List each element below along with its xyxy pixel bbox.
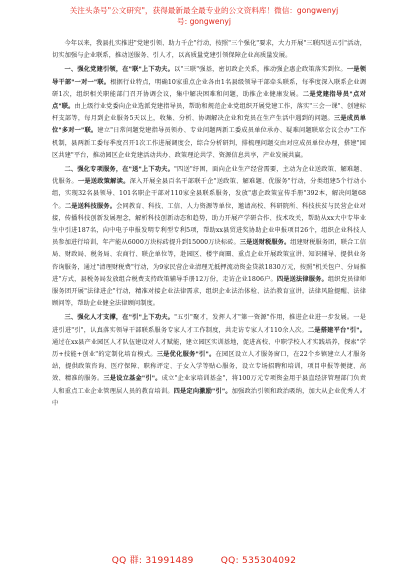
promo-header: [0, 0, 408, 30]
paragraph-section-1: 一、强化党建引领，在"联"上下功夫。以"三联"强基，密切政企关系，推动强企惠企政策落实到位。一是领导干部"一对一"联。根据行业特点，明确10家重点企业各由1名县级领导干部牵头联系，每季度深入联系企业调研1次，组织相关职能部门召开协调会议，集中解决困难和问题，助推企业健康发展。二是党建指导员"点对点"联。由上级行业党委向企业选派党建指导员，帮助和规范企业党组织开展党建工作，落实"三会一课"、创建标杆支部等，每月到企业服务5天以上，收集、分析、协调解决企业和党员在生产生活中遇到的问题。三是成员单位"多对一"联。建立"日常问题党建指导员领办、专业问题两新工委成员单位承办、疑难问题联席会议会办"工作机制，县两新工委每季度召开1次工作进展调度会，综合分析研判，排梳理问题交由对应成员单位办理，搭建"园区共建"平台，推动园区企业党建活动共办、政策理论共学、资源信息共享，产业发展共赢。: [52, 66, 366, 159]
qq-group-text: QQ 群: 31991489: [111, 556, 194, 566]
section-3-heading: 三、强化人才支撑，在"引"上下功夫。: [64, 314, 175, 322]
section-2-heading: 二、强化专项服务，在"送"上下功夫。: [64, 166, 174, 174]
promo-line-2: 号: gongwenyj: [177, 17, 231, 26]
document-body: [52, 38, 366, 412]
contact-footer: [0, 553, 408, 566]
qq-number-text: QQ: 535304092: [220, 556, 297, 566]
paragraph-section-2: 二、强化专项服务，在"送"上下功夫。"四送"纾困，面向企业生产经营需要，主动为企业送政策、解难题、优服务。一是送政策解读。深入开展全县百名干部联千企"送政策、解难题、优服务"行动，分类组建5个行动小组，实现32名县领导、101名职企干部对110家全县联系服务，发放"惠企政策宣传手册"392本，解决问题68个。二是送科技服务。会同教育、科技、工信、人力资源等单位，邀请高校、科研院所、科技扶贫与民营企业对接，传播科技创新发展理念，解析科技创新动态和趋势，助力开展产学研合作、技术攻关，帮助从xx大中专毕业生中引进187名，向中电子申报发明专利型专利5项，帮助xx县贸进奖协助企业申报项目26个，组织企业科技人员参加进行培训，年产能从6000万块标砖提升到15000万块标砖。三是送财税服务。组建财税服务团，联合工信局、财政局、税务局、农商行、联企单位等，赴园区、楼宇商圈、重点企业开展政策宣讲、知识辅导、提供业务咨询服务，通过"清理财税费"行动，为9家民营企业清理无抵押流动资金贷款1830万元，按照"机关包户、分局推进"方式，县税务局发放组合税费支持政策辅导手册12万份，走访企业1806户。四是送法律服务。组织党员律师服务团开展"法律进企"行动，精准对接企业法律需求，组织企业法治体检、法治教育宣讲，法律风险提醒、法律顾问等，帮助企业健全法律顾问制度。: [52, 166, 367, 308]
promo-line-1: 关注头条号"公文研究"，获得最新最全最专业的公文资料库！微信：gongwenyj: [69, 6, 339, 15]
paragraph-intro: 今年以来，我县扎实推进"党建引领、助力千企"行动，按照"三个强化"要求，大力开展"三联四送五引"活动，切实加强与企业联系，推动送服务、引人才，以高质量党建引领保障企业高质量发展。: [52, 40, 366, 60]
section-1-heading: 一、强化党建引领，在"联"上下功夫。: [64, 66, 174, 74]
paragraph-section-3: 三、强化人才支撑，在"引"上下功夫。"五引"聚才，发挥人才"第一资源"作用，推进企业进一步发展。一是进引进"引"，认真落实领导干部联系服务专家人才工作制度，共走访专家人才110余人次。二是搭建平台"引"。通过在xx县产业园区人才队伍建设对人才赋能，建立园区实训基地，促进高校、中职学校人才实践培养，探索"学历+技能+创业"的定制化培育模式。三是优化服务"引"。在园区设立人才服务窗口，在22个乡镇建立人才服务站，提供政策咨询、医疗保障、职称评定、子女入学等贴心服务，设立专场招聘和培训，项目申报等便捷、高效、精准的服务。三是设立基金"引"。成立"企业家培训基金"，将100万元专项资金用于县直经济管理部门负责人和重点工业企业管理层人员的教育培训。四是定向激励"引"。加强政治引领和政治吸纳，加大从企业优秀人才中: [52, 314, 367, 407]
